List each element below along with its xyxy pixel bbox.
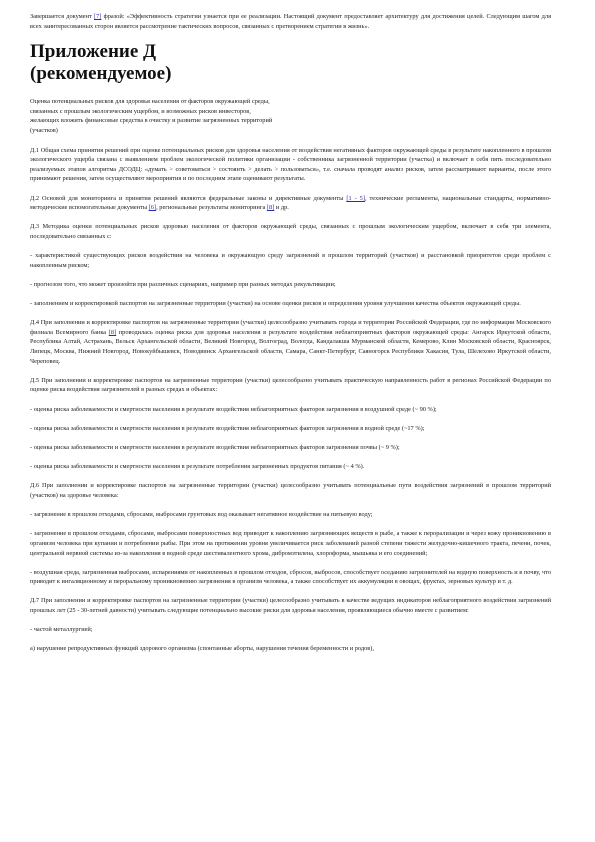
clause-d7: Д.7 При заполнении и корректировке паспортов на загрязненные территории (участки) целесообразно учитывать в качестве ведущих индикаторов неблагоприятного воздействия загрязнений прошлых лет (25 - 30-летней давности) учитывать следующие потенциально высокие риски для здоровья населения, проявляющиеся обычно вместе с развитием: <box>30 597 551 615</box>
list-item: - оценка риска заболеваемости и смертности населения в результате воздействия неблагоприятных факторов загрязнения в водной среде (~17 %); <box>30 424 425 432</box>
clause-d4 <box>30 318 551 366</box>
intro-text: Завершается документ <box>30 13 94 20</box>
list-item: - оценка риска заболеваемости и смертности населения в результате воздействия неблагоприятных факторов загрязнения почвы (~ 9 %); <box>30 443 400 451</box>
reference-link-7[interactable]: [7] <box>93 13 102 20</box>
clause-d4-text: Д.4 При заполнении и корректировке паспортов на загрязненные территории (участки) целесообразно учитывать города и территории Российской Федерации, где по информации Московского филиала Всемирного банка <box>30 319 551 336</box>
appendix-subtitle: (рекомендуемое) <box>30 63 172 85</box>
subheading-line: связанных с прошлым экологическим ущербом, и возможных рисков инвесторов, <box>30 107 251 115</box>
reference-link-6[interactable]: [6] <box>148 204 157 212</box>
reference-link-8[interactable]: [8] <box>266 204 275 212</box>
clause-d2-text: и др. <box>274 204 289 212</box>
list-item: - загрязнение в прошлом отходами, сбросами, выбросами грунтовых вод оказывает негативное воздействие на питьевую воду; <box>30 511 373 519</box>
list-item: - воздушная среда, загрязненная выбросами, испарениями от накопленных в прошлом отходов, сбросов, выбросов, способствует оседанию загрязнителей на водную поверхность и в почву, что приводит к ингаляционному и пероральному проникновению загрязнения в организм человека, а также способствует их аккумуляции в овощах, фруктах, зерновых культур и т. д. <box>30 568 551 586</box>
appendix-heading <box>30 41 551 85</box>
appendix-title: Приложение Д <box>30 41 157 63</box>
list-item: - частой металлургией; <box>30 626 93 634</box>
list-item: - характеристикой существующих рисков воздействия на человека и окружающую среду загрязнений в прошлом территорий (участков) и расстановкой приоритетов среди проблем с накопленным риском; <box>30 252 551 269</box>
intro-paragraph <box>30 12 551 31</box>
list-item: - прогнозом того, что может произойти при различных сценариях, например при разных методах рекультивации; <box>30 280 336 288</box>
list-item: - заполнением и корректировкой паспортов на загрязненные территории (участки) на основе оценки рисков и определения уровня улучшения качества объектов окружающей среды. <box>30 300 521 308</box>
clause-d2 <box>30 194 551 213</box>
clause-d1: Д.1 Общая схема принятия решений при оценке потенциальных рисков для здоровья населения от воздействия негативных факторов окружающей среды в результате накопленного в прошлом экологического ущерба связана с выявлением проблем экологической политики организации - собственника загрязненной территории (участка) и включает в себя пять последовательно реализуемых этапов алгоритма ДСОДЦ: «думать > советоваться > состоянть > делать > пользоваться», т.е. сначала проводят анализ рисков, затем рассматривают варианты, после этого принимают решения, затем осуществляют мероприятия и по последним этапе оценивают результаты. <box>30 146 551 183</box>
clause-d4-text: проводилась оценка риска для здоровья населения в результате воздействия неблагоприятных факторов окружающей среды: Ангарск Иркутской области, Республика Алтай, Астрахань, Вельск Архангельской области, Великий Новгород, Волгоград, Вологда, Кандалакша Мурманской области, Кемерово, Клин Московской области, Красноярск, Липецк, Москва, Нижний Новгород, Новокуйбышевск, Новодвинск Архангельской области, Самара, Санкт-Петербург, Саяногорск Республики Хакасия, Тула, Шелехово Иркутской области, Череповец. <box>30 328 551 365</box>
clause-d2-text: Д.2 Основой для мониторинга и принятия решений являются федеральные законы и директивные документы <box>30 194 347 202</box>
list-item: - оценка риска заболеваемости и смертности населения в результате воздействия неблагоприятных факторов загрязнения в воздушной среде (~ 90 %); <box>30 405 437 413</box>
reference-link-8[interactable]: [8] <box>108 328 117 336</box>
clause-d6: Д.6 При заполнении и корректировке паспортов на загрязненные территории (участки) целесообразно учитывать потенциальные пути воздействия загрязнений в прошлом территорий (участков) на здоровье человека: <box>30 482 551 499</box>
appendix-subheading <box>30 97 551 135</box>
list-item: - загрязнение в прошлом отходами, сбросами, выбросами поверхностных вод приводит к накоплению загрязняющих веществ в рыбе, а также к перорализации и через кожу проникновению в организм человека при купании и потреблении рыбы. При этом на протяжении уровня увеличивается риск заболеваний разной степени тяжести желудочно-кишечного тракта, печени, почек, центральной нервной системы из-за накопления в водной среде шестивалентного хрома, дибромэтилена, хлороформа, мышьяка и его соединений; <box>30 530 551 557</box>
clause-d5: Д.5 При заполнении и корректировке паспортов на загрязненные территории (участки) целесообразно учитывать практическую направленность работ в регионах Российской Федерации по оценке риска воздействия загрязнителей в разных средах и объектах: <box>30 376 551 394</box>
subheading-line: желающих вложить финансовые средства в очистку и развитие загрязненных территорий <box>30 117 273 125</box>
reference-link-1-5[interactable]: [1 - 5] <box>346 194 365 202</box>
clause-d2-text: , технические регламенты, национальные стандарты, нормативно-методические вспомогательные документы <box>30 194 551 212</box>
clause-d2-text: , региональные результаты мониторинга <box>156 204 267 212</box>
list-item: а) нарушение репродуктивных функций здорового организма (спонтанные аборты, нарушения течения беременности и родов), <box>30 645 374 653</box>
subheading-line: (участков) <box>30 126 58 134</box>
list-item: - оценка риска заболеваемости и смертности населения в результате потребления загрязненных продуктов питания (~ 4 %). <box>30 463 365 471</box>
clause-d3: Д.3 Методика оценки потенциальных рисков здоровью населения от факторов окружающей среды, связанных с прошлым экологическим ущербом, включает в себя три элемента, последовательно связанных с: <box>30 223 551 240</box>
intro-text-cont: фразой: «Эффективность стратегии узнается при ее реализации. Настоящий документ предоставляет архитектуру для достижения целей. Следующим шагом для всех заинтересованных сторон является рассмотрение тактических вопросов, связанных с претворением стратегии в жизнь». <box>30 13 551 30</box>
subheading-line: Оценка потенциальных рисков для здоровья населения от факторов окружающей среды, <box>30 98 270 106</box>
